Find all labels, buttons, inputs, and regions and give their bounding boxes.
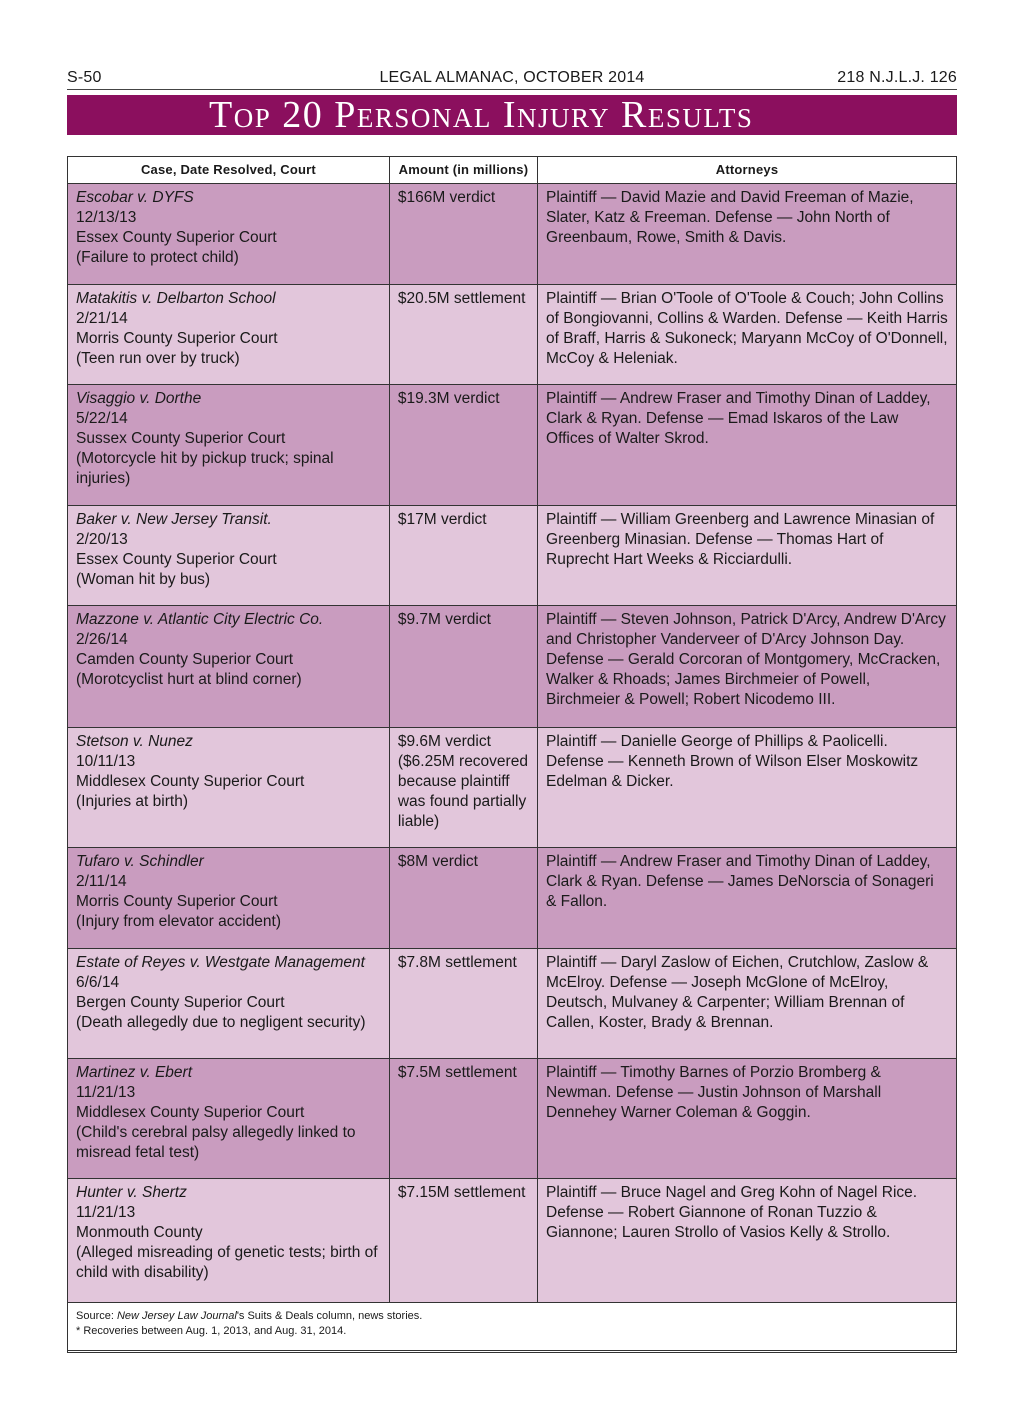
table-row bbox=[68, 847, 956, 948]
case-date: 2/11/14 bbox=[76, 872, 127, 890]
source-suffix: 's Suits & Deals column, news stories. bbox=[236, 1309, 423, 1322]
footer-row bbox=[68, 1302, 956, 1350]
case-date: 6/6/14 bbox=[76, 973, 120, 991]
case-description: (Injury from elevator accident) bbox=[76, 913, 282, 931]
table-row bbox=[68, 384, 956, 505]
case-cell bbox=[68, 605, 389, 727]
case-court: Essex County Superior Court bbox=[76, 550, 277, 568]
page-title: Top 20 Personal Injury Results bbox=[67, 95, 957, 135]
case-date: 2/26/14 bbox=[76, 630, 128, 648]
table-row bbox=[68, 284, 956, 384]
case-name: Hunter v. Shertz bbox=[76, 1183, 187, 1201]
column-header-case: Case, Date Resolved, Court bbox=[68, 157, 389, 183]
case-court: Morris County Superior Court bbox=[76, 892, 278, 910]
table-row bbox=[68, 1058, 956, 1178]
case-description: (Injuries at birth) bbox=[76, 793, 188, 811]
results-table bbox=[68, 157, 956, 1351]
case-cell bbox=[68, 505, 389, 605]
publication-line: LEGAL ALMANAC, OCTOBER 2014 bbox=[379, 69, 645, 86]
case-date: 11/21/13 bbox=[76, 1083, 136, 1101]
attorneys-cell: Plaintiff — Andrew Fraser and Timothy Dinan of Laddey, Clark & Ryan. Defense — Emad Iskaros of the Law Offices of Walter Skrod. bbox=[538, 384, 956, 505]
case-date: 5/22/14 bbox=[76, 409, 128, 427]
case-description: (Motorcycle hit by pickup truck; spinal injuries) bbox=[76, 450, 334, 488]
case-name: Stetson v. Nunez bbox=[76, 732, 193, 750]
case-description: (Alleged misreading of genetic tests; birth of child with disability) bbox=[76, 1244, 378, 1282]
column-header-amount: Amount (in millions) bbox=[389, 157, 537, 183]
case-court: Middlesex County Superior Court bbox=[76, 772, 305, 790]
table-row bbox=[68, 605, 956, 727]
attorneys-cell: Plaintiff — Bruce Nagel and Greg Kohn of Nagel Rice. Defense — Robert Giannone of Ronan Tuzzio & Giannone; Lauren Strollo of Vasios Kelly & Strollo. bbox=[538, 1178, 956, 1302]
case-date: 10/11/13 bbox=[76, 752, 136, 770]
table-header-row bbox=[68, 157, 956, 183]
case-court: Camden County Superior Court bbox=[76, 650, 294, 668]
amount-cell: $7.8M settlement bbox=[389, 948, 537, 1058]
case-description: (Child's cerebral palsy allegedly linked to misread fetal test) bbox=[76, 1124, 356, 1162]
case-cell bbox=[68, 1178, 389, 1302]
case-date: 2/20/13 bbox=[76, 530, 128, 548]
case-description: (Morotcyclist hurt at blind corner) bbox=[76, 671, 302, 689]
table-row bbox=[68, 183, 956, 284]
case-name: Baker v. New Jersey Transit. bbox=[76, 510, 272, 528]
case-name: Matakitis v. Delbarton School bbox=[76, 289, 276, 307]
amount-cell: $20.5M settlement bbox=[389, 284, 537, 384]
attorneys-cell: Plaintiff — William Greenberg and Lawrence Minasian of Greenberg Minasian. Defense — Thomas Hart of Ruprecht Hart Weeks & Ricciardulli. bbox=[538, 505, 956, 605]
source-publication: New Jersey Law Journal bbox=[116, 1309, 237, 1322]
attorneys-cell: Plaintiff — Brian O'Toole of O'Toole & Couch; John Collins of Bongiovanni, Collins & Warden. Defense — Keith Harris of Braff, Harris & Sukoneck; Maryann McCoy of O'Donnell, McCoy & Heleniak. bbox=[538, 284, 956, 384]
amount-cell: $19.3M verdict bbox=[389, 384, 537, 505]
amount-cell: $166M verdict bbox=[389, 183, 537, 284]
amount-cell: $9.7M verdict bbox=[389, 605, 537, 727]
case-court: Essex County Superior Court bbox=[76, 228, 277, 246]
case-court: Morris County Superior Court bbox=[76, 329, 278, 347]
case-description: (Woman hit by bus) bbox=[76, 571, 211, 589]
case-cell bbox=[68, 847, 389, 948]
source-prefix: Source: bbox=[76, 1309, 117, 1322]
case-date: 12/13/13 bbox=[76, 208, 137, 226]
case-cell bbox=[68, 384, 389, 505]
case-court: Middlesex County Superior Court bbox=[76, 1103, 305, 1121]
case-court: Bergen County Superior Court bbox=[76, 993, 285, 1011]
page-label: S-50 bbox=[67, 69, 102, 86]
case-name: Tufaro v. Schindler bbox=[76, 852, 204, 870]
case-description: (Failure to protect child) bbox=[76, 249, 239, 267]
case-name: Mazzone v. Atlantic City Electric Co. bbox=[76, 610, 324, 628]
attorneys-cell: Plaintiff — Andrew Fraser and Timothy Dinan of Laddey, Clark & Ryan. Defense — James DeNorscia of Sonageri & Fallon. bbox=[538, 847, 956, 948]
case-name: Estate of Reyes v. Westgate Management bbox=[76, 953, 365, 971]
amount-cell: $7.15M settlement bbox=[389, 1178, 537, 1302]
case-name: Visaggio v. Dorthe bbox=[76, 389, 202, 407]
attorneys-cell: Plaintiff — Danielle George of Phillips & Paolicelli. Defense — Kenneth Brown of Wilson Elser Moskowitz Edelman & Dicker. bbox=[538, 727, 956, 847]
attorneys-cell: Plaintiff — Daryl Zaslow of Eichen, Crutchlow, Zaslow & McElroy. Defense — Joseph McGlone of McElroy, Deutsch, Mulvaney & Carpenter; William Brennan of Callen, Koster, Brady & Brennan. bbox=[538, 948, 956, 1058]
case-cell bbox=[68, 284, 389, 384]
attorneys-cell: Plaintiff — Timothy Barnes of Porzio Bromberg & Newman. Defense — Justin Johnson of Marshall Dennehey Warner Coleman & Goggin. bbox=[538, 1058, 956, 1178]
case-name: Martinez v. Ebert bbox=[76, 1063, 193, 1081]
amount-cell: $9.6M verdict ($6.25M recovered because plaintiff was found partially liable) bbox=[389, 727, 537, 847]
case-name: Escobar v. DYFS bbox=[76, 188, 194, 206]
case-description: (Death allegedly due to negligent security) bbox=[76, 1014, 366, 1032]
results-table-frame bbox=[67, 156, 957, 1353]
attorneys-cell: Plaintiff — Steven Johnson, Patrick D'Arcy, Andrew D'Arcy and Christopher Vanderveer of D'Arcy Johnson Day. Defense — Gerald Corcoran of Montgomery, McCracken, Walker & Rhoads; James Birchmeier of Powell, Birchmeier & Powell; Robert Nicodemo III. bbox=[538, 605, 956, 727]
source-note bbox=[68, 1302, 956, 1350]
recovery-note: * Recoveries between Aug. 1, 2013, and Aug. 31, 2014. bbox=[76, 1324, 347, 1337]
column-header-attorneys: Attorneys bbox=[538, 157, 956, 183]
running-head bbox=[67, 68, 957, 90]
case-cell bbox=[68, 1058, 389, 1178]
case-date: 2/21/14 bbox=[76, 309, 128, 327]
case-cell bbox=[68, 183, 389, 284]
amount-cell: $17M verdict bbox=[389, 505, 537, 605]
case-court: Sussex County Superior Court bbox=[76, 429, 286, 447]
amount-cell: $8M verdict bbox=[389, 847, 537, 948]
table-row bbox=[68, 727, 956, 847]
table-row bbox=[68, 1178, 956, 1302]
case-court: Monmouth County bbox=[76, 1223, 203, 1241]
case-date: 11/21/13 bbox=[76, 1203, 136, 1221]
table-row bbox=[68, 948, 956, 1058]
citation: 218 N.J.L.J. 126 bbox=[837, 69, 957, 86]
table-row bbox=[68, 505, 956, 605]
case-cell bbox=[68, 948, 389, 1058]
attorneys-cell: Plaintiff — David Mazie and David Freeman of Mazie, Slater, Katz & Freeman. Defense — John North of Greenbaum, Rowe, Smith & Davis. bbox=[538, 183, 956, 284]
amount-cell: $7.5M settlement bbox=[389, 1058, 537, 1178]
case-cell bbox=[68, 727, 389, 847]
case-description: (Teen run over by truck) bbox=[76, 350, 240, 368]
